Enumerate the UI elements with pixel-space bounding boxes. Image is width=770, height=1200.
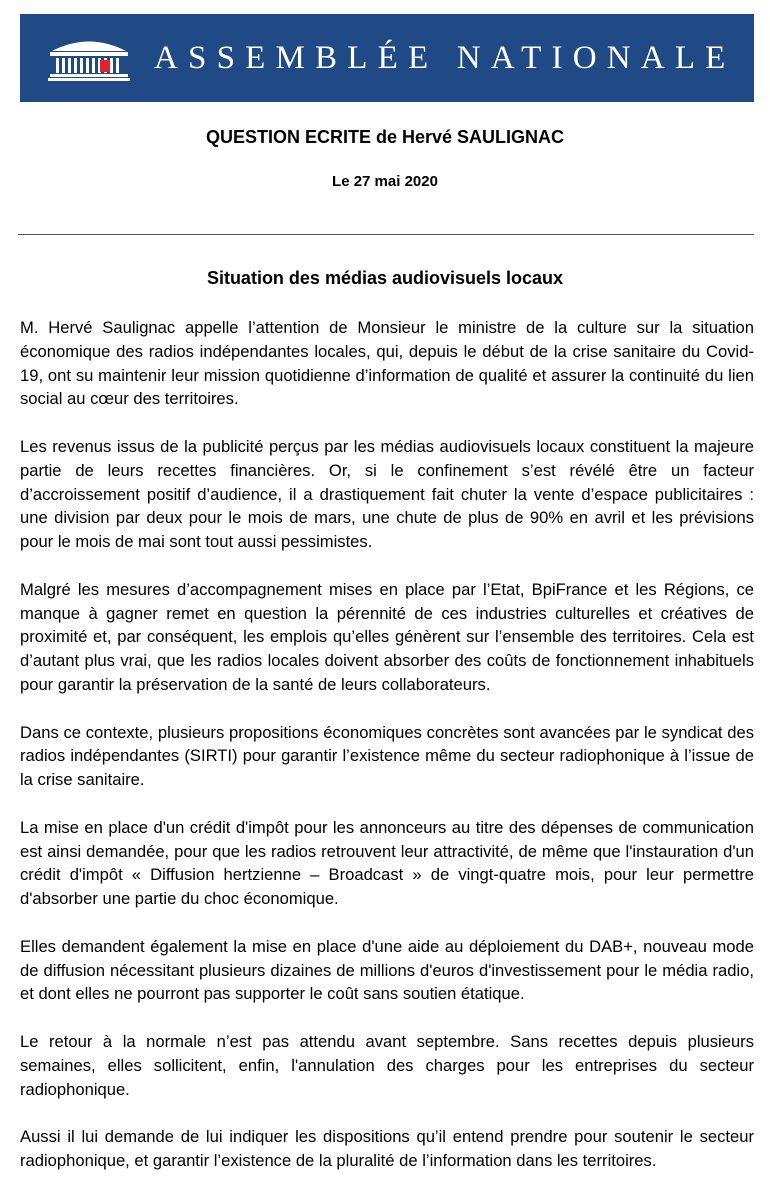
question-body bbox=[20, 316, 754, 1196]
separator-line bbox=[18, 234, 754, 235]
body-paragraph: Elles demandent également la mise en place d'une aide au déploiement du DAB+, nouveau mode de diffusion nécessitant plusieurs dizaines de millions d'euros d'investissement pour le média radio, et dont elles ne pourront pas supporter le coût sans soutien étatique. bbox=[20, 936, 754, 1004]
question-date: Le 27 mai 2020 bbox=[332, 173, 438, 190]
assemblee-nationale-logo-icon bbox=[48, 34, 130, 82]
body-paragraph: La mise en place d'un crédit d'impôt pour les annonceurs au titre des dépenses de communication est ainsi demandée, pour que les radios retrouvent leur attractivité, de même que l'instauration d'un crédit d'impôt « Diffusion hertzienne – Broadcast » de vingt-quatre mois, pour leur permettre d'absorber une partie du choc économique. bbox=[20, 817, 754, 909]
body-paragraph: Aussi il lui demande de lui indiquer les dispositions qu’il entend prendre pour soutenir le secteur radiophonique, et garantir l’existence de la pluralité de l’information dans les territoires. bbox=[20, 1127, 754, 1170]
banner-title: ASSEMBLÉE NATIONALE bbox=[154, 40, 736, 76]
body-paragraph: Le retour à la normale n’est pas attendu avant septembre. Sans recettes depuis plusieurs semaines, elles sollicitent, enfin, l'annulation des charges pour les entreprises du secteur radiophonique. bbox=[20, 1031, 754, 1099]
body-paragraph: M. Hervé Saulignac appelle l’attention de Monsieur le ministre de la culture sur la situation économique des radios indépendantes locales, qui, depuis le début de la crise sanitaire du Covid-19, ont su maintenir leur mission quotidienne d’information de qualité et assurer la continuité du lien social au cœur des territoires. bbox=[20, 318, 754, 409]
body-paragraph: Malgré les mesures d’accompagnement mises en place par l’Etat, BpiFrance et les Régions, ce manque à gagner remet en question la pérennité de ces industries culturelles et créatives de proximité et, par conséquent, les emplois qu’elles génèrent sur l’ensemble des territoires. Cela est d’autant plus vrai, que les radios locales doivent absorber des coûts de fonctionnement inhabituels pour garantir la préservation de la santé de leurs collaborateurs. bbox=[20, 579, 754, 694]
body-paragraph: Les revenus issus de la publicité perçus par les médias audiovisuels locaux constituent la majeure partie de leurs recettes financières. Or, si le confinement s’est révélé être un facteur d’accroissement positif d’audience, il a drastiquement fait chuter la vente d’espace publicitaires : une division par deux pour le mois de mars, une chute de plus de 90% en avril et les prévisions pour le mois de mai sont tout aussi pessimistes. bbox=[20, 436, 754, 552]
question-title: QUESTION ECRITE de Hervé SAULIGNAC bbox=[205, 127, 565, 147]
question-subject: Situation des médias audiovisuels locaux bbox=[206, 268, 564, 288]
header-banner bbox=[20, 14, 754, 102]
body-paragraph: Dans ce contexte, plusieurs propositions économiques concrètes sont avancées par le syndicat des radios indépendantes (SIRTI) pour garantir l’existence même du secteur radiophonique à l’issue de la crise sanitaire. bbox=[20, 722, 754, 790]
